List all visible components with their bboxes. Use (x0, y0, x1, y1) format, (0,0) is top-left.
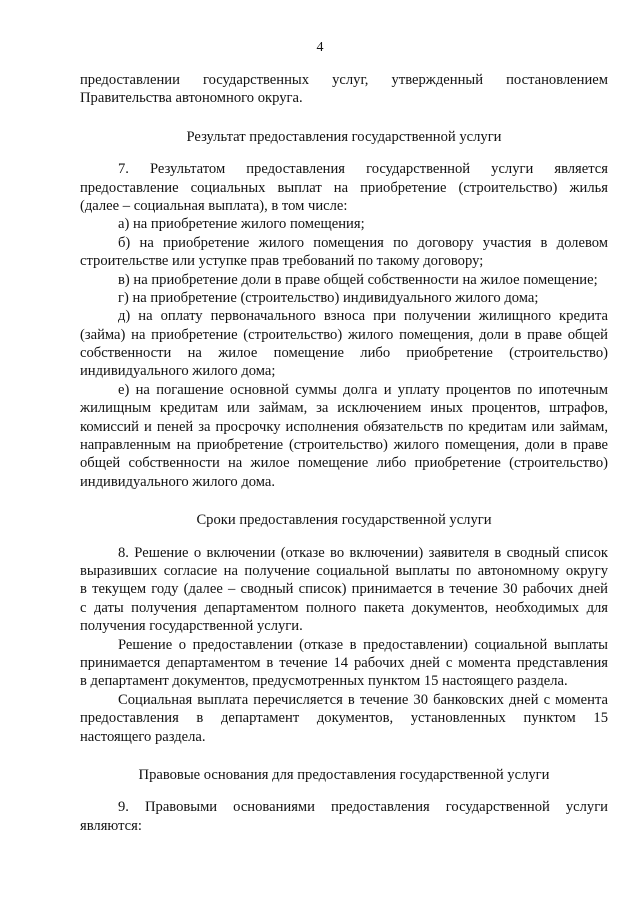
text-line: индивидуального жилого дома; (80, 363, 276, 380)
text-line: а) на приобретение жилого помещения; (118, 216, 365, 233)
text-line: (далее – социальная выплата), в том числе: (80, 197, 348, 214)
text-line: индивидуального жилого дома. (80, 473, 276, 490)
text-line: строительстве или уступке прав требований по такому договору; (80, 253, 484, 270)
text-line: в текущем году (далее – сводный список) принимается в течение 30 рабочих дней (80, 581, 608, 598)
text-line: в) на приобретение доли в праве общей собственности на жилое помещение; (118, 271, 598, 288)
heading-spacer (80, 146, 608, 160)
page-number: 4 (316, 40, 324, 55)
text-line: г) на приобретение (строительство) индивидуального жилого дома; (118, 289, 539, 306)
text-line: являются: (80, 817, 142, 834)
text-line: (займа) на приобретение (строительство) жилого помещения, доли в праве общей (80, 326, 608, 343)
heading-spacer (80, 784, 608, 798)
text-line: жилищным кредитам или займам, за исключением иных процентов, штрафов, (80, 400, 608, 417)
section-spacer (80, 746, 608, 766)
text-line: предоставление социальных выплат на приобретение (строительство) жилья (80, 179, 608, 196)
section-spacer (80, 108, 608, 128)
section-text (80, 798, 608, 835)
text-line: б) на приобретение жилого помещения по договору участия в долевом (118, 234, 608, 251)
text-line: комиссий и пеней за просрочку исполнения обязательств по кредитам или займам, (80, 418, 608, 435)
section-heading: Результат предоставления государственной услуги (186, 128, 502, 145)
section-heading: Сроки предоставления государственной услуги (196, 512, 492, 529)
text-line: д) на оплату первоначального взноса при получении жилищного кредита (118, 308, 608, 325)
text-line: Социальная выплата перечисляется в течение 30 банковских дней с момента (118, 691, 608, 708)
text-line: е) на погашение основной суммы долга и уплату процентов по ипотечным (118, 381, 608, 398)
section-heading: Правовые основания для предоставления государственной услуги (138, 766, 550, 783)
text-line: 8. Решение о включении (отказе во включении) заявителя в сводный список (118, 544, 608, 561)
text-line: 7. Результатом предоставления государственной услуги является (118, 161, 608, 178)
text-line: с даты получения департаментом полного пакета документов, необходимых для (80, 599, 608, 616)
text-line: Правительства автономного округа. (80, 90, 303, 107)
text-line: направленным на приобретение (строительство) жилого помещения, доли в праве (80, 437, 608, 454)
text-line: получения государственной услуги. (80, 618, 303, 635)
text-line: 9. Правовыми основаниями предоставления государственной услуги (118, 799, 608, 816)
text-line: настоящего раздела. (80, 728, 206, 745)
text-line: Решение о предоставлении (отказе в предоставлении) социальной выплаты (118, 636, 608, 653)
text-line: выразивших согласие на получение социальной выплаты по автономному округу (80, 562, 608, 579)
intro-paragraph (80, 71, 608, 108)
section-text (80, 160, 608, 491)
section-spacer (80, 491, 608, 511)
text-line: общей собственности на жилое помещение либо приобретение (строительство) (80, 455, 608, 472)
text-line: принимается департаментом в течение 14 рабочих дней с момента представления (80, 654, 608, 671)
text-line: предоставления в департамент документов, установленных пунктом 15 (80, 710, 608, 727)
heading-spacer (80, 530, 608, 544)
text-line: в департамент документов, предусмотренных пунктом 15 настоящего раздела. (80, 673, 568, 690)
document-body (80, 71, 608, 835)
section-text (80, 544, 608, 746)
text-line: собственности на жилое помещение либо приобретение (строительство) (80, 345, 608, 362)
text-line: предоставлении государственных услуг, утвержденный постановлением (80, 72, 608, 88)
